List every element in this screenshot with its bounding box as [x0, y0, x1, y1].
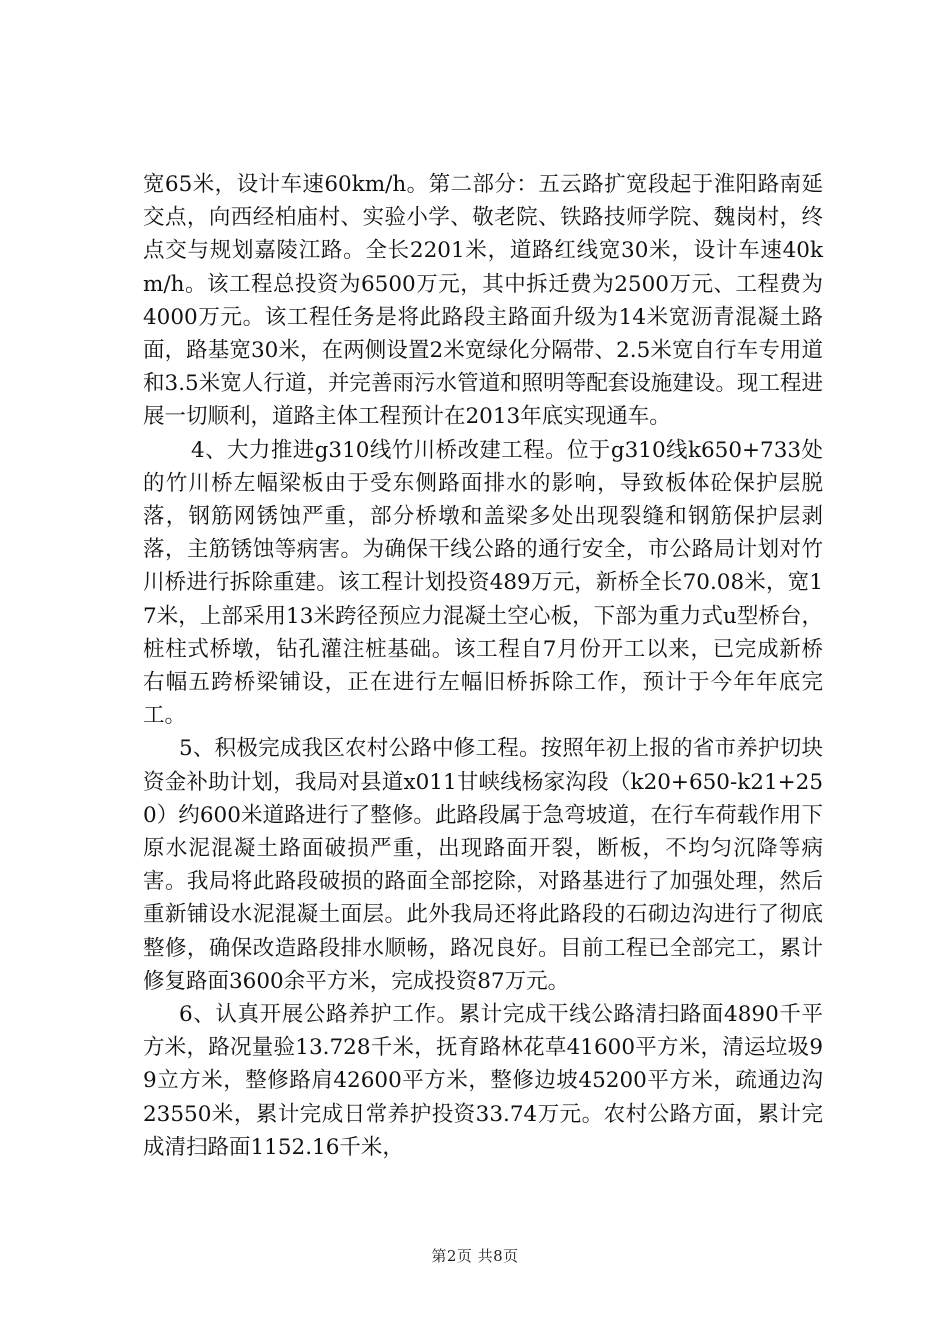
paragraph-bridge-reconstruction: 4、大力推进g310线竹川桥改建工程。位于g310线k650+733处的竹川桥左幅梁板由于受东侧路面排水的影响，导致板体砼保护层脱落，钢筋网锈蚀严重，部分桥墩和盖梁多处出现裂缝和钢筋保护层剥落，主筋锈蚀等病害。为确保干线公路的通行安全，市公路局计划对竹川桥进行拆除重建。该工程计划投资489万元，新桥全长70.08米，宽17米，上部采用13米跨径预应力混凝土空心板，下部为重力式u型桥台，桩柱式桥墩，钻孔灌注桩基础。该工程自7月份开工以来，已完成新桥右幅五跨桥梁铺设，正在进行左幅旧桥拆除工作，预计于今年年底完工。 [143, 437, 823, 729]
paragraph-rural-road-repair: 5、积极完成我区农村公路中修工程。按照年初上报的省市养护切块资金补助计划，我局对县道x011甘峡线杨家沟段（k20+650-k21+250）约600米道路进行了整修。此路段属于急弯坡道，在行车荷载作用下原水泥混凝土路面破损严重，出现路面开裂，断板，不均匀沉降等病害。我局将此路段破损的路面全部挖除，对路基进行了加强处理，然后重新铺设水泥混凝土面层。此外我局还将此路段的石砌边沟进行了彻底整修，确保改造路段排水顺畅，路况良好。目前工程已全部完工，累计修复路面3600余平方米，完成投资87万元。 [143, 736, 823, 994]
page-number-footer: 第2页 共8页 [431, 1247, 519, 1265]
paragraph-road-widening: 宽65米，设计车速60km/h。第二部分：五云路扩宽段起于淮阳路南延交点，向西经柏庙村、实验小学、敬老院、铁路技师学院、魏岗村，终点交与规划嘉陵江路。全长2201米，道路红线宽30米，设计车速40km/h。该工程总投资为6500万元，其中拆迁费为2500万元、工程费为4000万元。该工程任务是将此路段主路面升级为14米宽沥青混凝土路面，路基宽30米，在两侧设置2米宽绿化分隔带、2.5米宽自行车专用道和3.5米宽人行道，并完善雨污水管道和照明等配套设施建设。现工程进展一切顺利，道路主体工程预计在2013年底实现通车。 [143, 172, 823, 430]
document-body [143, 168, 823, 1164]
paragraph-road-maintenance: 6、认真开展公路养护工作。累计完成干线公路清扫路面4890千平方米，路况量验13.728千米，抚育路林花草41600平方米，清运垃圾99立方米，整修路肩42600平方米，整修边坡45200平方米，疏通边沟23550米，累计完成日常养护投资33.74万元。农村公路方面，累计完成清扫路面1152.16千米， [143, 1002, 823, 1160]
